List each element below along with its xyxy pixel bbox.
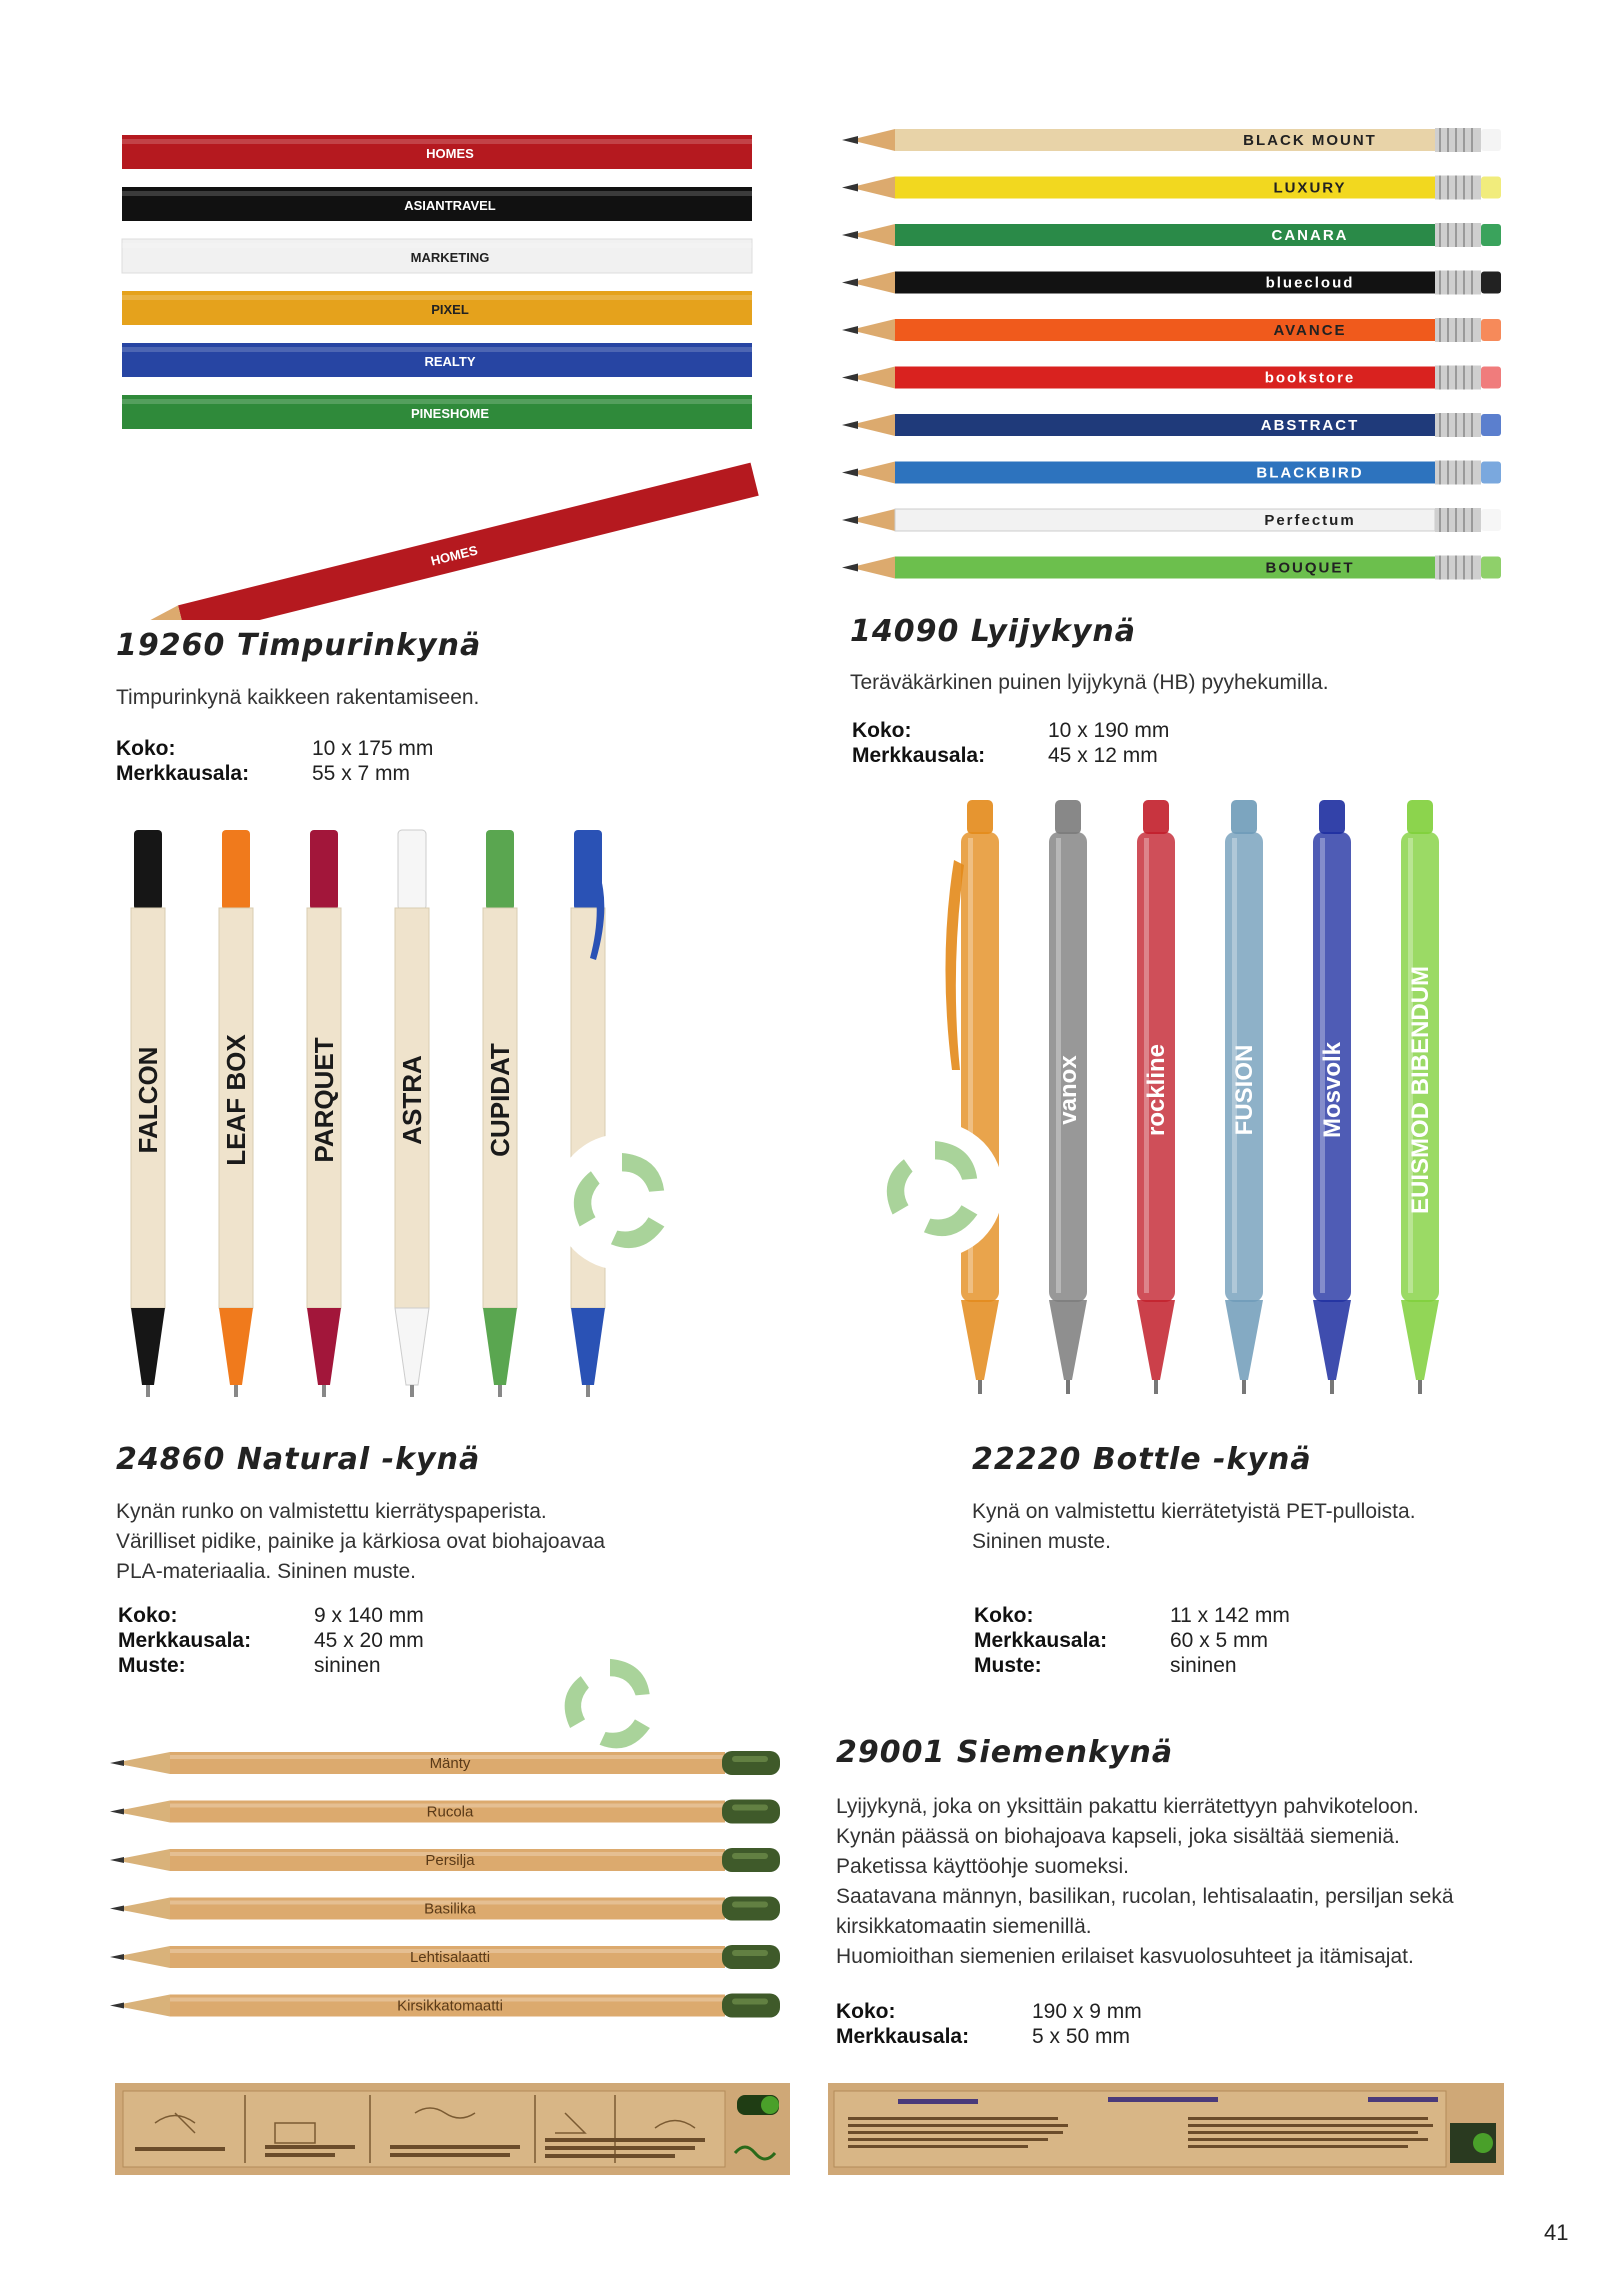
pencil-eraser	[1481, 367, 1501, 389]
spec-value: 11 x 142 mm	[1170, 1604, 1290, 1627]
pen-point	[234, 1385, 238, 1397]
recycle-icon	[554, 1134, 690, 1270]
carpenter-pencil	[122, 135, 752, 169]
pencil-eraser	[1481, 557, 1501, 579]
spec-row	[974, 1603, 1290, 1628]
lead-pencil	[842, 318, 1501, 342]
pencil-eraser	[1481, 129, 1501, 151]
pen-plunger	[1143, 800, 1169, 834]
pencil-label: Basilika	[424, 1900, 476, 1918]
pen-tip	[483, 1308, 517, 1385]
pen-tip	[1313, 1300, 1351, 1380]
seed-pencil	[110, 1848, 780, 1872]
product-specs-29001	[836, 1999, 1142, 2049]
pen-point	[1242, 1380, 1246, 1394]
spec-value: 5 x 50 mm	[1032, 2025, 1131, 2048]
pencil-lead	[842, 279, 858, 287]
spec-label: Koko:	[974, 1604, 1034, 1627]
pen-tip	[307, 1308, 341, 1385]
seed-capsule	[722, 1751, 780, 1775]
bottle-pen	[1225, 800, 1263, 1394]
pencil-label: Persilja	[425, 1852, 475, 1869]
bottle-pen	[1313, 800, 1351, 1394]
pencil-eraser	[1481, 462, 1501, 484]
pencil-lead	[110, 1760, 124, 1766]
pen-logo: EUISMOD BIBENDUM	[1407, 965, 1434, 1215]
seed-capsule	[722, 1994, 780, 2018]
seed-pencil	[110, 1751, 780, 1775]
spec-label: Muste:	[118, 1654, 186, 1677]
pencil-eraser	[1481, 177, 1501, 199]
pencil-logo: PIXEL	[431, 302, 469, 317]
lead-pencil	[842, 271, 1501, 295]
pen-tip	[131, 1308, 165, 1385]
pen-tip	[219, 1308, 253, 1385]
pencil-logo: PINESHOME	[410, 406, 490, 421]
pencil-lead	[110, 2003, 124, 2009]
spec-row	[974, 1628, 1290, 1653]
pencil-lead	[842, 136, 858, 144]
pen-tip	[1225, 1300, 1263, 1380]
pencil-eraser	[1481, 319, 1501, 341]
carpenter-pencil-angled	[124, 463, 759, 620]
pen-logo: vanox	[1055, 1055, 1082, 1125]
pencil-logo: bluecloud	[1265, 274, 1355, 292]
pen-clip	[310, 830, 338, 910]
recycle-icon	[867, 1122, 1003, 1258]
pencil-eraser	[1481, 272, 1501, 294]
product-title-19260: 19260 Timpurinkynä	[116, 628, 482, 663]
pen-clip	[222, 830, 250, 910]
pencil-logo: BOUQUET	[1265, 559, 1355, 577]
pencil-body	[895, 177, 1435, 199]
spec-value: 10 x 175 mm	[312, 737, 434, 760]
natural-pen	[219, 830, 253, 1397]
pencil-label: Lehtisalaatti	[409, 1949, 491, 1966]
product-description-29001: Lyijykynä, joka on yksittäin pakattu kierrätettyyn pahvikoteloon. Kynän päässä on biohajoava kapseli, joka sisältää siemeniä. Paketissa käyttöohje suomeksi. Saatavana männyn, basilikan, rucolan, lehtisalaatin, persiljan sekä kirsikkatomaatin siemenillä. Huomioithan siemenien erilaiset kasvuolosuhteet ja itämisajat.	[836, 1795, 1454, 1968]
spec-row	[118, 1603, 424, 1628]
seed-packaging-info-image	[828, 2083, 1504, 2175]
bottle-pen	[1049, 800, 1087, 1394]
pencil-ferrule	[1435, 556, 1481, 580]
natural-pen	[131, 830, 165, 1397]
pen-tip	[571, 1308, 605, 1385]
carpenter-pencils-image	[110, 120, 770, 620]
natural-pen	[483, 830, 517, 1397]
pencil-logo: Perfectum	[1264, 512, 1356, 529]
pen-logo: ASTRA	[397, 1055, 427, 1145]
spec-value: 45 x 20 mm	[314, 1629, 424, 1652]
pen-logo: LEAF BOX	[221, 1034, 251, 1166]
pen-logo: Mosvolk	[1319, 1041, 1346, 1139]
pen-point	[498, 1385, 502, 1397]
pencil-lead	[842, 469, 858, 477]
product-specs-22220	[974, 1603, 1290, 1678]
carpenter-pencil	[122, 239, 752, 273]
spec-row	[974, 1653, 1290, 1678]
pen-point	[322, 1385, 326, 1397]
spec-label: Merkkausala:	[118, 1629, 252, 1652]
lead-pencil	[842, 128, 1501, 152]
carpenter-pencil	[122, 291, 752, 325]
pencil-lead	[842, 564, 858, 572]
pencil-ferrule	[1435, 128, 1481, 152]
pen-logo: FALCON	[133, 1046, 163, 1154]
spec-label: Merkkausala:	[974, 1629, 1108, 1652]
pencil-lead	[842, 184, 858, 192]
spec-row	[836, 1999, 1142, 2024]
spec-value: 10 x 190 mm	[1048, 719, 1170, 742]
seed-pencils-image	[110, 1640, 800, 2040]
pen-logo: PARQUET	[309, 1037, 339, 1163]
product-description-22220: Kynä on valmistettu kierrätetyistä PET-pulloista. Sininen muste.	[972, 1500, 1416, 1553]
pencil-logo: BLACK MOUNT	[1243, 132, 1377, 149]
pencil-logo: REALTY	[424, 354, 476, 369]
pen-tip	[1049, 1300, 1087, 1380]
bottle-pen	[1137, 800, 1175, 1394]
spec-value: sininen	[314, 1654, 381, 1677]
spec-label: Merkkausala:	[116, 762, 250, 785]
pencil-lead	[110, 1809, 124, 1815]
natural-pens-image	[110, 820, 720, 1420]
pencil-logo: bookstore	[1264, 369, 1356, 387]
lead-pencil	[842, 223, 1501, 247]
pen-clip	[134, 830, 162, 910]
spec-label: Koko:	[118, 1604, 178, 1627]
pen-tip	[1137, 1300, 1175, 1380]
seed-packaging-instructions-image	[115, 2083, 790, 2175]
pencil-label: Kirsikkatomaatti	[397, 1997, 503, 2015]
pencil-ferrule	[1435, 271, 1481, 295]
spec-label: Koko:	[852, 719, 912, 742]
spec-row	[836, 2024, 1142, 2049]
seed-pencil	[110, 1994, 780, 2018]
seed-pencil	[110, 1800, 780, 1824]
spec-value: 190 x 9 mm	[1032, 2000, 1142, 2023]
product-specs-19260	[116, 736, 433, 786]
carpenter-pencil	[122, 343, 752, 377]
carpenter-pencil	[122, 187, 752, 221]
seed-pencil	[110, 1945, 780, 1969]
bottle-pens-image	[860, 790, 1500, 1420]
lead-pencil	[842, 413, 1501, 437]
pencil-eraser	[1481, 224, 1501, 246]
pencil-lead	[110, 1906, 124, 1912]
pencil-ferrule	[1435, 508, 1481, 532]
page-number: 41	[1544, 2220, 1569, 2245]
product-specs-14090	[852, 718, 1169, 768]
spec-value: 55 x 7 mm	[312, 762, 411, 785]
pencil-eraser	[1481, 509, 1501, 531]
spec-row	[852, 743, 1169, 768]
pencil-body	[895, 224, 1435, 246]
lead-pencil	[842, 556, 1501, 580]
bottle-pen	[1401, 800, 1439, 1394]
pencil-label: Rucola	[426, 1803, 474, 1821]
lead-pencil	[842, 461, 1501, 485]
pencil-logo: BLACKBIRD	[1256, 464, 1364, 482]
spec-value: 9 x 140 mm	[314, 1604, 424, 1627]
lead-pencil	[842, 366, 1501, 390]
pen-point	[1066, 1380, 1070, 1394]
pencil-lead	[842, 421, 858, 429]
spec-row	[852, 718, 1169, 743]
natural-pen	[395, 830, 429, 1397]
pen-tip	[1401, 1300, 1439, 1380]
pen-logo: CUPIDAT	[485, 1043, 515, 1157]
pencil-lead	[110, 1857, 124, 1863]
spec-value: 45 x 12 mm	[1048, 744, 1158, 767]
pencil-ferrule	[1435, 366, 1481, 390]
product-title-29001: 29001 Siemenkynä	[836, 1735, 1174, 1770]
pen-clip	[486, 830, 514, 910]
spec-label: Koko:	[116, 737, 176, 760]
pencil-logo: AVANCE	[1273, 322, 1347, 339]
pencil-ferrule	[1435, 176, 1481, 200]
seed-pencil	[110, 1897, 780, 1921]
spec-label: Merkkausala:	[852, 744, 986, 767]
pen-point	[410, 1385, 414, 1397]
pen-tip	[961, 1300, 999, 1380]
seed-capsule	[722, 1848, 780, 1872]
recycle-icon	[546, 1641, 674, 1769]
pen-clip	[398, 830, 426, 910]
pen-point	[146, 1385, 150, 1397]
pencil-logo: MARKETING	[410, 250, 490, 265]
pen-plunger	[1407, 800, 1433, 834]
seed-capsule	[722, 1945, 780, 1969]
product-title-14090: 14090 Lyijykynä	[850, 614, 1137, 649]
seed-capsule	[722, 1897, 780, 1921]
pencil-body	[895, 319, 1435, 341]
pen-logo: FUSION	[1231, 1044, 1258, 1136]
pencil-ferrule	[1435, 413, 1481, 437]
pencil-eraser	[1481, 414, 1501, 436]
pencil-lead	[842, 231, 858, 239]
lead-pencils-image	[840, 115, 1520, 595]
pen-logo: rockline	[1143, 1043, 1170, 1137]
pen-point	[1418, 1380, 1422, 1394]
pencil-logo: LUXURY	[1273, 179, 1347, 197]
pen-tip	[395, 1308, 429, 1385]
pen-plunger	[1319, 800, 1345, 834]
seed-capsule	[722, 1800, 780, 1824]
lead-pencil	[842, 176, 1501, 200]
pencil-lead	[842, 374, 858, 382]
pencil-lead	[110, 1954, 124, 1960]
pencil-logo: CANARA	[1271, 227, 1349, 244]
pencil-ferrule	[1435, 461, 1481, 485]
pencil-lead	[842, 326, 858, 334]
pen-plunger	[1055, 800, 1081, 834]
pen-point	[1154, 1380, 1158, 1394]
spec-row	[116, 761, 433, 786]
pen-plunger	[1231, 800, 1257, 834]
pencil-logo: ASIANTRAVEL	[404, 198, 496, 213]
pencil-label: Mänty	[429, 1755, 471, 1772]
product-title-24860: 24860 Natural -kynä	[116, 1442, 481, 1477]
product-description-19260: Timpurinkynä kaikkeen rakentamiseen.	[116, 686, 480, 709]
spec-label: Koko:	[836, 2000, 896, 2023]
spec-value: 60 x 5 mm	[1170, 1629, 1269, 1652]
pencil-logo: HOMES	[429, 542, 480, 569]
spec-row	[116, 736, 433, 761]
pencil-body	[178, 463, 759, 620]
pencil-ferrule	[1435, 318, 1481, 342]
product-description-14090: Teräväkärkinen puinen lyijykynä (HB) pyyhekumilla.	[850, 671, 1329, 694]
pen-point	[1330, 1380, 1334, 1394]
spec-value: sininen	[1170, 1654, 1237, 1677]
pen-point	[978, 1380, 982, 1394]
product-description-24860: Kynän runko on valmistettu kierrätyspaperista. Värilliset pidike, painike ja kärkiosa ovat biohajoavaa PLA-materiaalia. Sininen muste.	[116, 1500, 606, 1583]
carpenter-pencil	[122, 395, 752, 429]
natural-pen	[307, 830, 341, 1397]
pencil-logo: ABSTRACT	[1260, 417, 1360, 434]
pencil-logo: HOMES	[426, 146, 474, 161]
spec-label: Muste:	[974, 1654, 1042, 1677]
pen-plunger	[967, 800, 993, 834]
spec-label: Merkkausala:	[836, 2025, 970, 2048]
pencil-lead	[842, 516, 858, 524]
bottle-pen	[961, 800, 999, 1394]
pen-point	[586, 1385, 590, 1397]
product-title-22220: 22220 Bottle -kynä	[972, 1442, 1312, 1477]
pencil-ferrule	[1435, 223, 1481, 247]
lead-pencil	[842, 508, 1501, 532]
